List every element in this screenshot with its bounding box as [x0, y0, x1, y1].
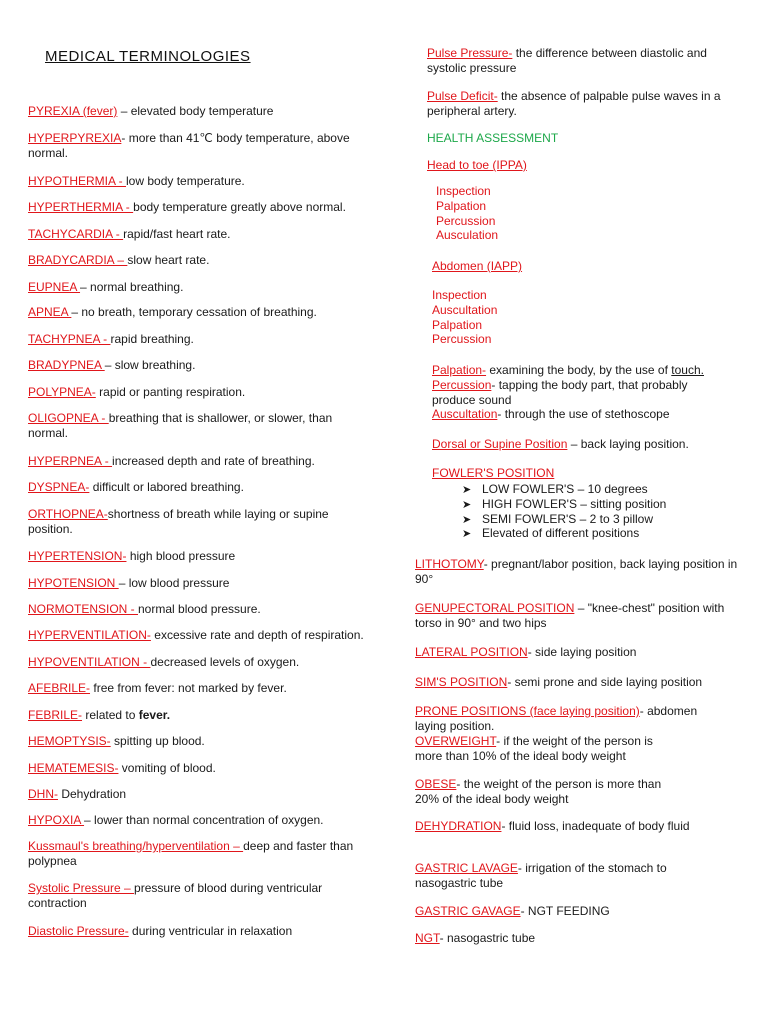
fowlers-list-item [462, 497, 666, 513]
definition: related to [85, 708, 139, 722]
term-entry [28, 131, 373, 161]
term: HYPOTENSION [28, 576, 119, 590]
iapp-item: Percussion [432, 332, 492, 346]
term-entry [28, 708, 373, 723]
term: BRADYPNEA [28, 358, 105, 372]
term-entry [28, 305, 373, 320]
separator: – [84, 813, 95, 827]
definition: deep and faster than polypnea [28, 839, 354, 868]
fowlers-heading: FOWLER'S POSITION [432, 466, 555, 480]
definition: lower than normal concentration of oxygen. [94, 813, 324, 827]
definition: – back laying position. [567, 437, 689, 451]
lateral-entry [415, 645, 745, 660]
definition: - pregnant/labor position, back laying position in 90° [415, 557, 738, 586]
term-entry [28, 385, 373, 400]
arrow-bullet-icon: ➤ [462, 514, 472, 526]
definition: - the weight of the person is more than 20% of the ideal body weight [415, 777, 662, 806]
definition: - if the weight of the person is more than 10% of the ideal body weight [415, 734, 653, 763]
term: Palpation- [432, 363, 487, 377]
term-entry [28, 227, 373, 242]
iapp-item: Inspection [432, 288, 487, 302]
definition: the absence of palpable pulse waves in a peripheral artery. [427, 89, 721, 118]
term: OVERWEIGHT [415, 734, 497, 748]
term: GASTRIC LAVAGE [415, 861, 518, 875]
auscultation-entry [432, 407, 732, 422]
genupectoral-entry [415, 601, 745, 631]
iapp-item: Palpation [432, 318, 483, 332]
sims-entry [415, 675, 745, 690]
definition: high blood pressure [129, 549, 236, 563]
ippa-item: Inspection [436, 184, 491, 198]
term: BRADYCARDIA – [28, 253, 128, 267]
term-entry [28, 358, 373, 373]
term-entry [28, 200, 373, 215]
definition: excessive rate and depth of respiration. [154, 628, 364, 642]
definition-underlined: touch. [671, 363, 704, 377]
definition: Dehydration [61, 787, 127, 801]
fowlers-item-text: HIGH FOWLER'S – sitting position [482, 497, 667, 511]
health-assessment-heading: HEALTH ASSESSMENT [427, 131, 559, 145]
definition: breathing that is shallower, or slower, than normal. [28, 411, 333, 440]
term-entry [28, 411, 373, 441]
definition: examining the body, by the use of [486, 363, 672, 377]
term: SIM'S POSITION [415, 675, 508, 689]
term: HEMOPTYSIS- [28, 734, 111, 748]
definition: - nasogastric tube [439, 931, 536, 945]
ngt-entry [415, 931, 715, 946]
definition: normal breathing. [90, 280, 184, 294]
term: DEHYDRATION [415, 819, 502, 833]
definition: the difference between diastolic and systolic pressure [427, 46, 707, 75]
term: Percussion [432, 378, 492, 392]
term: APNEA [28, 305, 72, 319]
separator: – [71, 305, 82, 319]
ippa-item: Palpation [436, 199, 487, 213]
definition: - side laying position [527, 645, 637, 659]
term: LATERAL POSITION [415, 645, 528, 659]
term: Systolic Pressure – [28, 881, 135, 895]
definition: slow heart rate. [127, 253, 210, 267]
term: OLIGOPNEA - [28, 411, 109, 425]
dehydration-entry [415, 819, 690, 834]
term-entry [28, 924, 373, 939]
term: ORTHOPNEA- [28, 507, 108, 521]
definition: elevated body temperature [130, 104, 274, 118]
term: NGT [415, 931, 440, 945]
term: DYSPNEA- [28, 480, 90, 494]
term: PYREXIA (fever) [28, 104, 118, 118]
term-entry [28, 104, 373, 119]
abdomen-heading: Abdomen (IAPP) [432, 259, 523, 273]
term: Diastolic Pressure- [28, 924, 129, 938]
arrow-bullet-icon: ➤ [462, 499, 472, 511]
term-entry [28, 813, 373, 828]
fowlers-item-text: Elevated of different positions [482, 526, 640, 540]
prone-entry [415, 704, 700, 734]
term: Pulse Pressure- [427, 46, 513, 60]
definition: rapid breathing. [110, 332, 194, 346]
term: HEMATEMESIS- [28, 761, 119, 775]
definition: - NGT FEEDING [520, 904, 610, 918]
term: NORMOTENSION - [28, 602, 138, 616]
term: TACHYPNEA - [28, 332, 111, 346]
definition: - through the use of stethoscope [497, 407, 670, 421]
term-entry [28, 332, 373, 347]
term-entry [28, 681, 373, 696]
term: TACHYCARDIA - [28, 227, 124, 241]
term-entry [28, 454, 373, 469]
overweight-entry [415, 734, 680, 764]
separator: - [121, 131, 129, 145]
definition: during ventricular in relaxation [132, 924, 293, 938]
fowlers-item-text: SEMI FOWLER'S – 2 to 3 pillow [482, 512, 654, 526]
head-to-toe-heading: Head to toe (IPPA) [427, 158, 527, 172]
term: Auscultation [432, 407, 498, 421]
term: FEBRILE- [28, 708, 83, 722]
fowlers-list-item [462, 482, 648, 498]
definition-bold: fever. [138, 708, 171, 722]
definition: – "knee-chest" position with torso in 90° and two hips [415, 601, 725, 630]
term: HYPOTHERMIA - [28, 174, 127, 188]
term-entry [28, 280, 373, 295]
separator: – [80, 280, 91, 294]
term-entry [28, 549, 373, 564]
term-entry [28, 655, 373, 670]
definition: vomiting of blood. [121, 761, 216, 775]
definition: low blood pressure [128, 576, 230, 590]
page-title: MEDICAL TERMINOLOGIES [45, 48, 251, 65]
term-entry [28, 761, 373, 776]
definition: - abdomen laying position. [415, 704, 698, 733]
term: HYPERVENTILATION- [28, 628, 151, 642]
definition: pressure of blood during ventricular contraction [28, 881, 323, 910]
term: GASTRIC GAVAGE [415, 904, 521, 918]
term: HYPOXIA [28, 813, 85, 827]
definition: more than 41℃ body temperature, above normal. [28, 131, 350, 160]
term: Dorsal or Supine Position [432, 437, 568, 451]
term-entry [28, 839, 373, 869]
term: OBESE [415, 777, 457, 791]
term: HYPOVENTILATION - [28, 655, 151, 669]
term: HYPERTHERMIA - [28, 200, 134, 214]
definition: free from fever: not marked by fever. [93, 681, 287, 695]
term: POLYPNEA- [28, 385, 96, 399]
term: HYPERPYREXIA [28, 131, 122, 145]
ippa-item: Ausculation [436, 228, 499, 242]
term-entry [28, 480, 373, 495]
obese-entry [415, 777, 680, 807]
pulse-pressure-entry [427, 46, 747, 76]
ippa-item: Percussion [436, 214, 496, 228]
gastric-lavage-entry [415, 861, 690, 891]
percussion-entry [432, 378, 732, 408]
iapp-item: Auscultation [432, 303, 498, 317]
term: HYPERPNEA - [28, 454, 113, 468]
term: GENUPECTORAL POSITION [415, 601, 575, 615]
term-entry [28, 602, 373, 617]
term-entry [28, 174, 373, 189]
definition: increased depth and rate of breathing. [112, 454, 315, 468]
term: EUPNEA [28, 280, 81, 294]
term-entry [28, 576, 373, 591]
arrow-bullet-icon: ➤ [462, 484, 472, 496]
separator: – [118, 576, 129, 590]
definition: rapid/fast heart rate. [123, 227, 231, 241]
dorsal-entry [432, 437, 742, 452]
definition: normal blood pressure. [138, 602, 261, 616]
definition: - semi prone and side laying position [507, 675, 703, 689]
term: LITHOTOMY [415, 557, 484, 571]
separator: – [117, 104, 131, 118]
definition: rapid or panting respiration. [99, 385, 246, 399]
term-entry [28, 507, 373, 537]
term-entry [28, 628, 373, 643]
term: PRONE POSITIONS (face laying position) [415, 704, 640, 718]
gastric-gavage-entry [415, 904, 715, 919]
definition: slow breathing. [114, 358, 196, 372]
term: Kussmaul's breathing/hyperventilation – [28, 839, 244, 853]
definition: no breath, temporary cessation of breathing. [81, 305, 317, 319]
definition: - irrigation of the stomach to nasogastric tube [415, 861, 667, 890]
term-entry [28, 881, 373, 911]
term: HYPERTENSION- [28, 549, 127, 563]
definition: - fluid loss, inadequate of body fluid [501, 819, 690, 833]
fowlers-list-item [462, 526, 639, 542]
pulse-deficit-entry [427, 89, 747, 119]
term-entry [28, 253, 373, 268]
definition: - tapping the body part, that probably produce sound [432, 378, 688, 407]
definition: low body temperature. [126, 174, 245, 188]
definition: body temperature greatly above normal. [133, 200, 346, 214]
lithotomy-entry [415, 557, 745, 587]
term-entry [28, 787, 373, 802]
definition: decreased levels of oxygen. [150, 655, 300, 669]
term: Pulse Deficit- [427, 89, 498, 103]
separator: – [104, 358, 115, 372]
term: DHN- [28, 787, 58, 801]
definition: shortness of breath while laying or supine position. [28, 507, 329, 536]
palpation-entry [432, 363, 732, 378]
term-entry [28, 734, 373, 749]
term: AFEBRILE- [28, 681, 91, 695]
definition: spitting up blood. [114, 734, 205, 748]
arrow-bullet-icon: ➤ [462, 528, 472, 540]
definition: difficult or labored breathing. [92, 480, 244, 494]
fowlers-item-text: LOW FOWLER'S – 10 degrees [482, 482, 648, 496]
